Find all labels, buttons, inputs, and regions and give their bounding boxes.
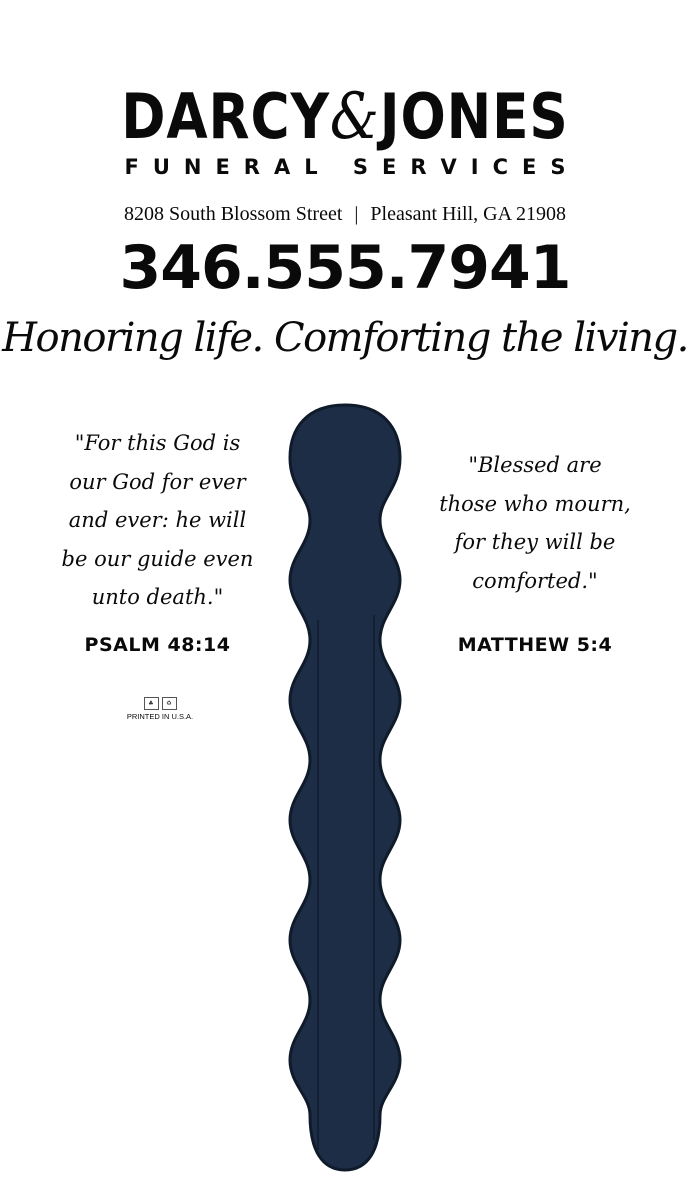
tagline: Honoring life. Comforting the living. [2, 315, 688, 361]
recycle-icon: ♻ [162, 697, 177, 710]
tree-icon: ♣ [144, 697, 159, 710]
verse-reference-left: PSALM 48:14 [84, 634, 231, 656]
phone-number: 346.555.7941 [119, 233, 571, 303]
verse-line: "Blessed are [468, 453, 602, 477]
verse-line: "For this God is [74, 431, 241, 455]
verse-line: be our guide even [61, 546, 254, 571]
fan-handle-body [290, 405, 400, 1170]
verse-line: for they will be [454, 530, 616, 554]
verse-line: unto death." [91, 585, 224, 609]
verse-line: comforted." [472, 568, 598, 593]
verse-line: and ever: he will [68, 508, 247, 532]
brand-ampersand: & [329, 80, 380, 154]
brand-name-left: DARCY [121, 80, 330, 153]
city-state-zip: Pleasant Hill, GA 21908 [370, 203, 566, 225]
verse-line: those who mourn, [439, 491, 631, 516]
brand-subtitle: FUNERAL SERVICES [124, 155, 580, 179]
verse-line: our God for ever [69, 469, 246, 494]
street-address: 8208 South Blossom Street [124, 203, 343, 225]
address-separator: | [354, 203, 359, 225]
printed-in-label: PRINTED IN U.S.A. [126, 712, 194, 721]
brand-name-right: JONES [379, 80, 569, 153]
verse-reference-right: MATTHEW 5:4 [457, 634, 613, 656]
